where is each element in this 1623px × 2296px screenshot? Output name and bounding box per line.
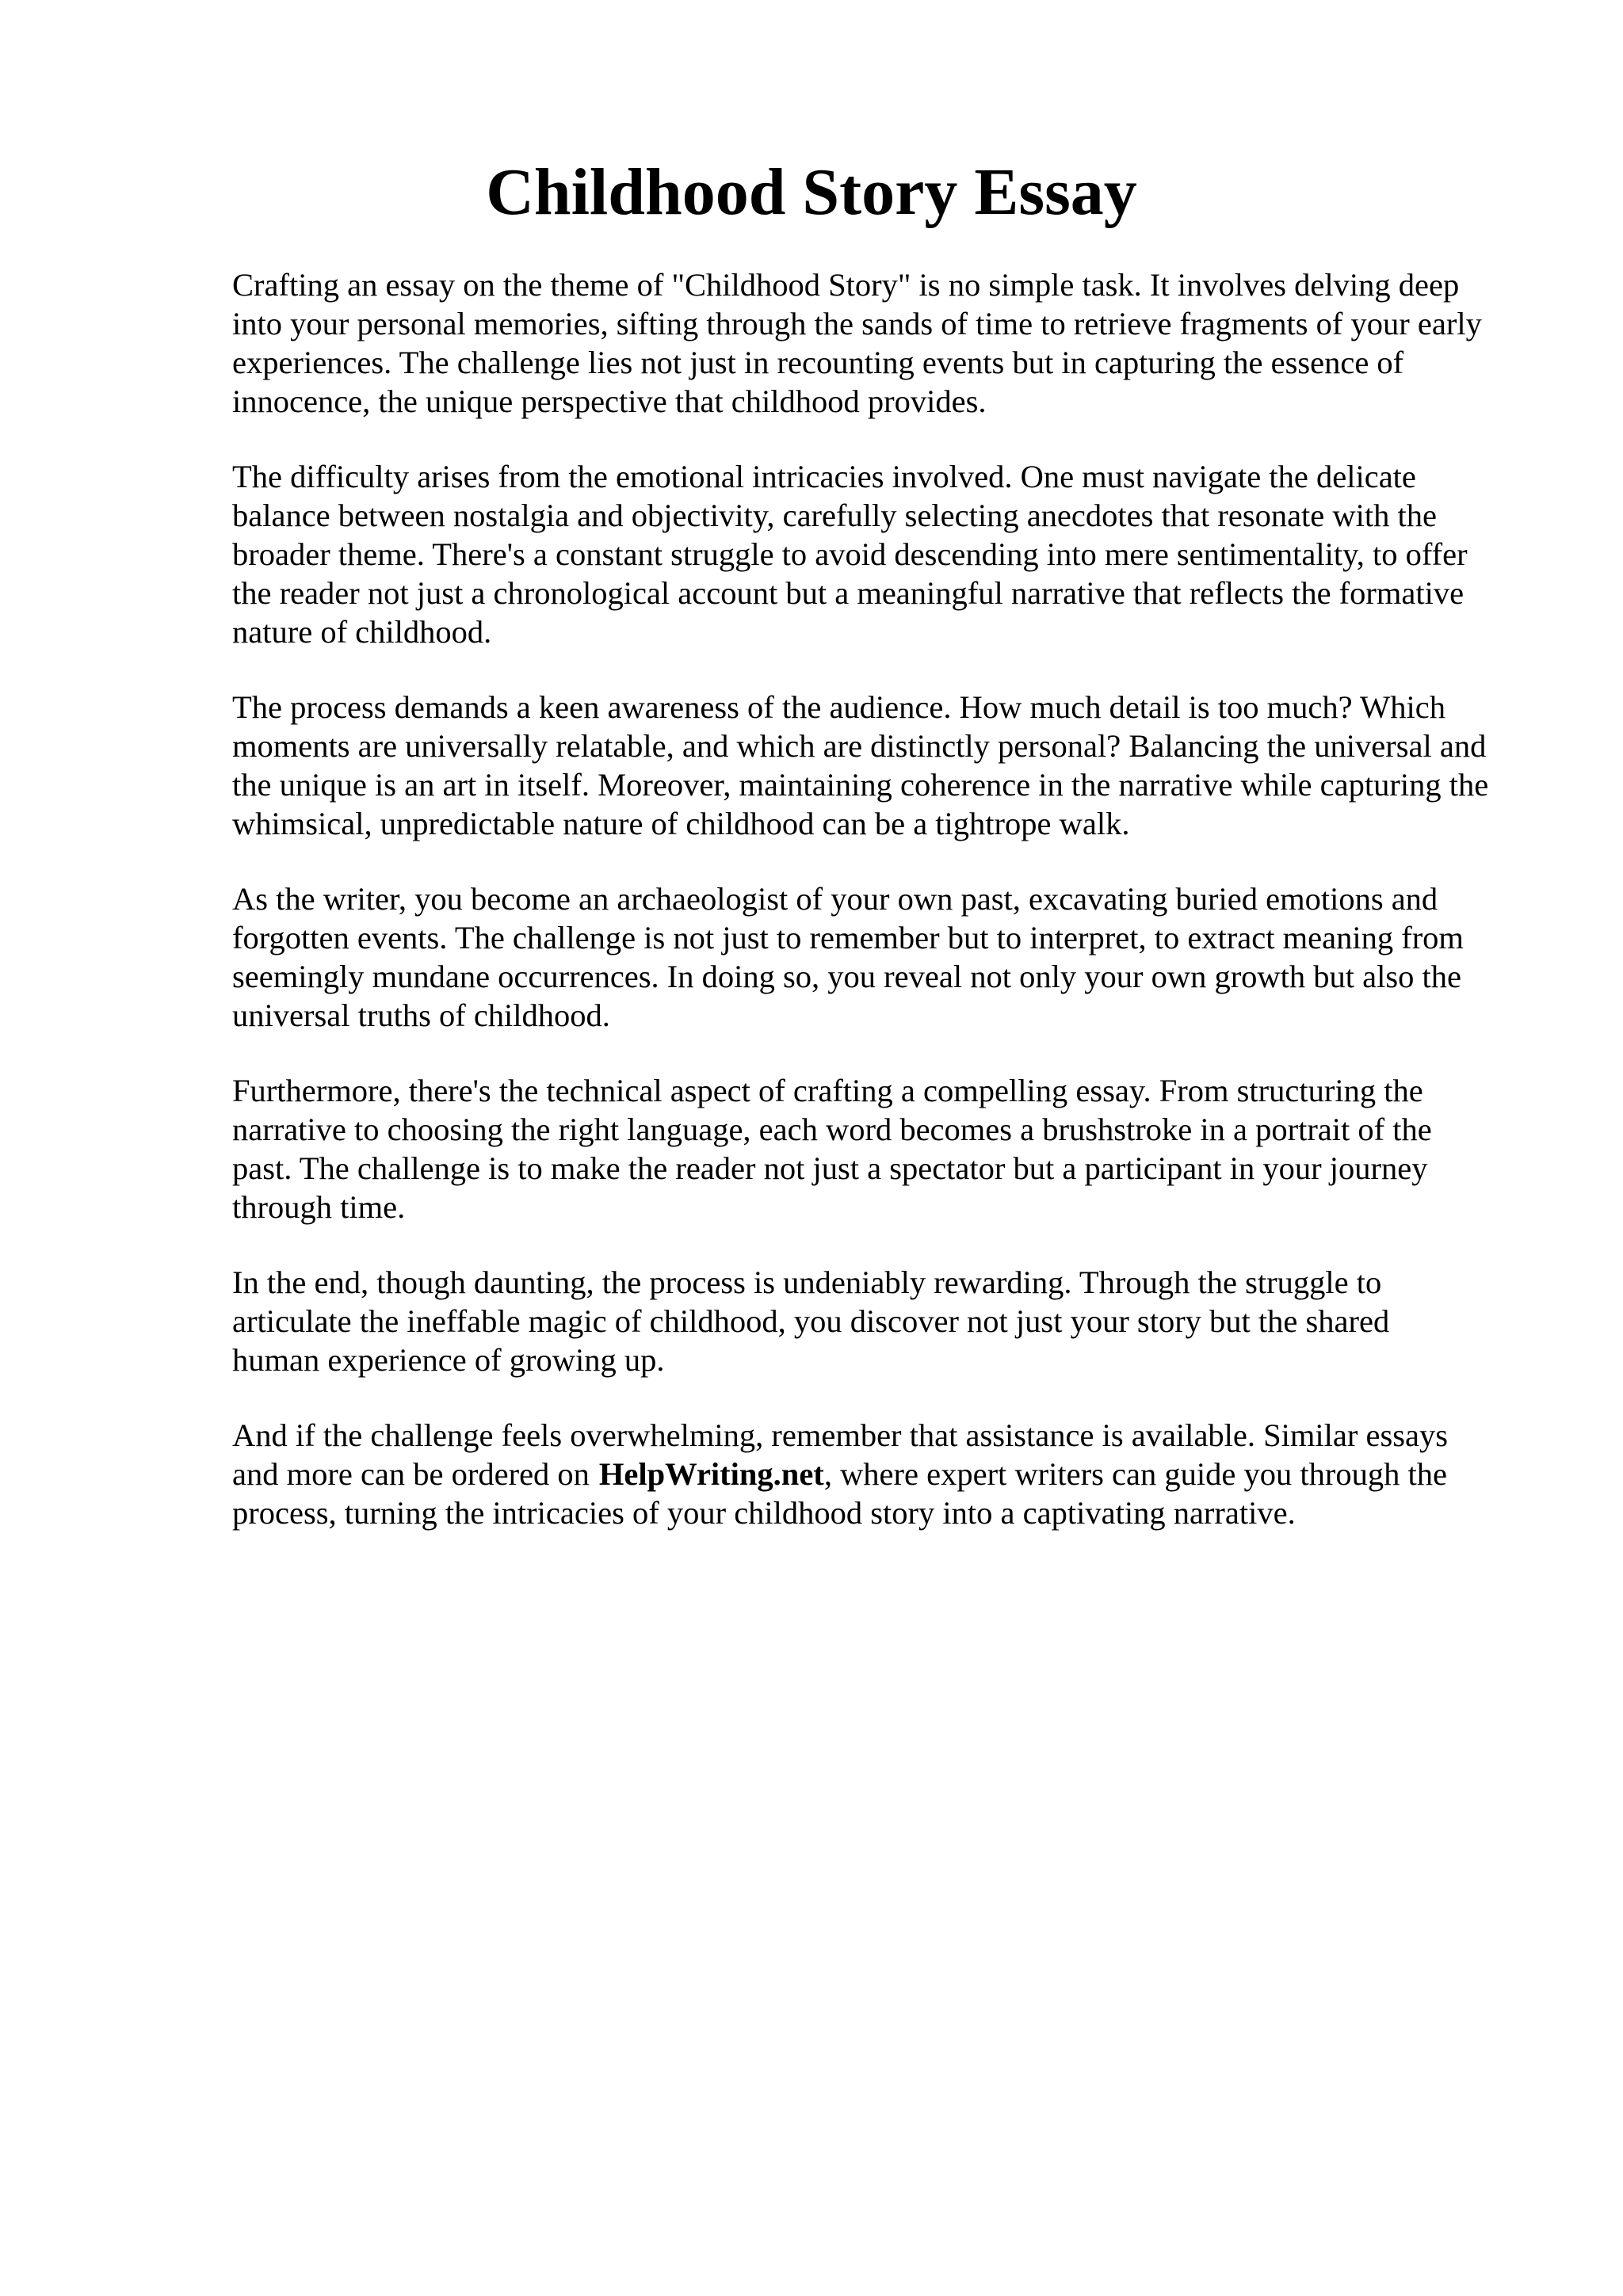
text-line: into your personal memories, sifting through the sands of time to retrieve fragments of your early [232,306,1482,341]
text-line: articulate the ineffable magic of childhood, you discover not just your story but the shared [232,1303,1390,1339]
text-line: nature of childhood. [232,614,492,650]
text-line: seemingly mundane occurrences. In doing so, you reveal not only your own growth but also the [232,959,1462,994]
text-fragment: and more can be ordered on [232,1456,590,1492]
text-line: whimsical, unpredictable nature of childhood can be a tightrope walk. [232,806,1130,841]
text-line: narrative to choosing the right language, each word becomes a brushstroke in a portrait of the [232,1112,1432,1147]
text-line: The process demands a keen awareness of the audience. How much detail is too much? Which [232,689,1445,725]
text-line: experiences. The challenge lies not just in recounting events but in capturing the essence of [232,345,1404,380]
text-line: The difficulty arises from the emotional intricacies involved. One must navigate the delicate [232,459,1416,494]
text-line: universal truths of childhood. [232,997,610,1033]
text-line: past. The challenge is to make the reader not just a spectator but a participant in your journey [232,1150,1428,1186]
text-line: Furthermore, there's the technical aspect of crafting a compelling essay. From structuring the [232,1073,1423,1108]
paragraph-3 [232,688,1532,843]
text-line: innocence, the unique perspective that childhood provides. [232,383,987,419]
text-fragment: , where expert writers can guide you through the [823,1456,1447,1492]
text-line: through time. [232,1189,406,1225]
paragraph-6 [232,1263,1532,1379]
paragraph-7 [232,1416,1532,1532]
text-line: the unique is an art in itself. Moreover, maintaining coherence in the narrative while capturing the [232,767,1489,803]
text-line: forgotten events. The challenge is not just to remember but to interpret, to extract meaning from [232,920,1464,955]
paragraph-2 [232,457,1532,651]
text-line [232,1455,1532,1493]
document-title: Childhood Story Essay [486,155,1137,229]
text-line: As the writer, you become an archaeologist of your own past, excavating buried emotions and [232,881,1438,917]
document-body [232,265,1532,1569]
paragraph-5 [232,1071,1532,1226]
text-line: In the end, though daunting, the process is undeniably rewarding. Through the struggle to [232,1264,1382,1300]
text-line: broader theme. There's a constant struggle to avoid descending into mere sentimentality, to offer [232,536,1468,572]
text-line: balance between nostalgia and objectivity, carefully selecting anecdotes that resonate with the [232,498,1438,533]
text-line: Crafting an essay on the theme of "Childhood Story" is no simple task. It involves delving deep [232,267,1460,303]
text-line: the reader not just a chronological account but a meaningful narrative that reflects the formative [232,575,1465,611]
helpwriting-link[interactable]: HelpWriting.net [598,1456,824,1492]
text-line: human experience of growing up. [232,1342,665,1378]
text-line: process, turning the intricacies of your childhood story into a captivating narrative. [232,1495,1296,1531]
text-line: And if the challenge feels overwhelming, remember that assistance is available. Similar essays [232,1417,1448,1453]
paragraph-4 [232,879,1532,1035]
paragraph-1 [232,265,1532,421]
text-line: moments are universally relatable, and which are distinctly personal? Balancing the universal and [232,728,1487,764]
